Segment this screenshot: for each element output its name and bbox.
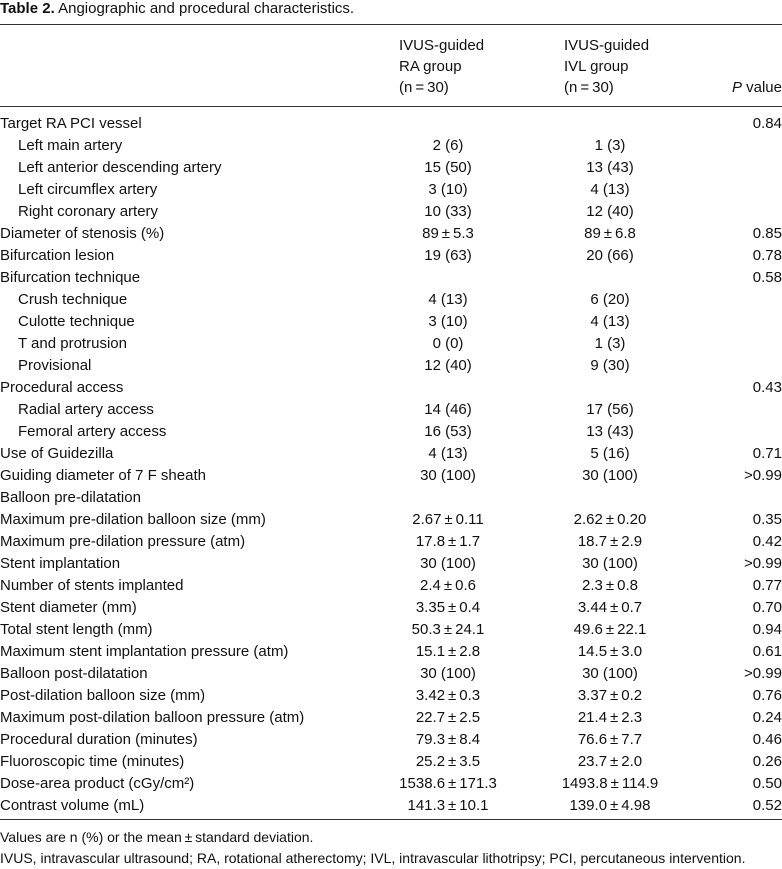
row-label: Left circumflex artery	[18, 181, 158, 198]
header-ra-group	[399, 35, 484, 98]
p-value: 0.76	[752, 687, 782, 704]
p-value: 0.70	[752, 599, 782, 616]
row-label: Balloon pre-dilatation	[0, 489, 141, 506]
table-row	[0, 333, 782, 355]
p-value: 0.52	[752, 797, 782, 814]
row-label: Culotte technique	[18, 313, 135, 330]
header-p-value	[690, 77, 782, 98]
table-row	[0, 685, 782, 707]
row-label: Provisional	[18, 357, 92, 374]
p-value	[688, 201, 782, 223]
ivl-group-value: 3.37 ± 0.2	[577, 687, 643, 704]
row-label: Target RA PCI vessel	[0, 115, 142, 132]
ivl-group-value: 89 ± 6.8	[584, 225, 636, 242]
header-ivl-line: IVL group	[564, 58, 629, 75]
ivl-group-value: 13 (43)	[586, 423, 634, 440]
row-label: Crush technique	[18, 291, 128, 308]
header-ivl-line: IVUS-guided	[564, 37, 650, 54]
ivl-group-value: 20 (66)	[586, 247, 634, 264]
header-ivl-line: (n = 30)	[564, 79, 614, 96]
p-value	[688, 311, 782, 333]
ra-group-value	[364, 487, 532, 509]
ivl-group-value	[532, 113, 688, 135]
p-value	[688, 179, 782, 201]
p-value: 0.94	[752, 621, 782, 638]
ivl-group-value: 6 (20)	[590, 291, 630, 308]
row-label: Radial artery access	[18, 401, 154, 418]
table-row	[0, 355, 782, 377]
p-value	[688, 135, 782, 157]
table-row	[0, 531, 782, 553]
header-ra-line: RA group	[399, 58, 462, 75]
ra-group-value	[364, 267, 532, 289]
footnote-values: Values are n (%) or the mean ± standard deviation.	[0, 829, 314, 845]
ivl-group-value: 2.62 ± 0.20	[573, 511, 647, 528]
table-number: Table 2.	[0, 0, 55, 17]
bottom-rule	[0, 819, 782, 820]
header-ra-line: (n = 30)	[399, 79, 449, 96]
header-ivl-group	[564, 35, 649, 98]
row-label: Balloon post-dilatation	[0, 665, 148, 682]
table-row	[0, 773, 782, 795]
ra-group-value: 1538.6 ± 171.3	[399, 775, 497, 792]
table-row	[0, 487, 782, 509]
table-row	[0, 597, 782, 619]
row-label: Post-dilation balloon size (mm)	[0, 687, 206, 704]
table-row	[0, 443, 782, 465]
ra-group-value: 2.4 ± 0.6	[420, 577, 476, 594]
table-row	[0, 465, 782, 487]
row-label: Bifurcation technique	[0, 269, 141, 286]
p-value: 0.58	[752, 269, 782, 286]
row-label: Left main artery	[18, 137, 123, 154]
ivl-group-value: 1 (3)	[594, 335, 626, 352]
ra-group-value: 15 (50)	[424, 159, 472, 176]
row-label: Number of stents implanted	[0, 577, 184, 594]
row-label: Use of Guidezilla	[0, 445, 114, 462]
p-value: 0.24	[752, 709, 782, 726]
row-label: Maximum post-dilation balloon pressure (atm)	[0, 709, 305, 726]
ivl-group-value	[532, 377, 688, 399]
ivl-group-value: 30 (100)	[582, 665, 638, 682]
p-value: 0.71	[752, 445, 782, 462]
table-caption	[0, 0, 782, 22]
characteristics-table	[0, 113, 782, 817]
row-label: Diameter of stenosis (%)	[0, 225, 165, 242]
table-row	[0, 751, 782, 773]
table-row	[0, 575, 782, 597]
table-row	[0, 399, 782, 421]
row-label: Dose-area product (cGy/cm²)	[0, 775, 195, 792]
table-row	[0, 729, 782, 751]
row-label: Maximum stent implantation pressure (atm)	[0, 643, 289, 660]
ivl-group-value: 49.6 ± 22.1	[573, 621, 647, 638]
table-row	[0, 223, 782, 245]
row-label: Right coronary artery	[18, 203, 159, 220]
table-body	[0, 113, 782, 817]
table-row	[0, 377, 782, 399]
p-value: 0.78	[752, 247, 782, 264]
row-label: Fluoroscopic time (minutes)	[0, 753, 185, 770]
ra-group-value: 2 (6)	[432, 137, 464, 154]
ivl-group-value: 5 (16)	[590, 445, 630, 462]
ra-group-value: 0 (0)	[432, 335, 464, 352]
ivl-group-value: 17 (56)	[586, 401, 634, 418]
ra-group-value: 15.1 ± 2.8	[415, 643, 481, 660]
ivl-group-value: 30 (100)	[582, 467, 638, 484]
ivl-group-value: 139.0 ± 4.98	[569, 797, 651, 814]
table-row	[0, 201, 782, 223]
ra-group-value: 4 (13)	[428, 291, 468, 308]
p-value	[688, 399, 782, 421]
ra-group-value: 4 (13)	[428, 445, 468, 462]
ivl-group-value: 12 (40)	[586, 203, 634, 220]
ra-group-value: 3.42 ± 0.3	[415, 687, 481, 704]
p-value: 0.50	[752, 775, 782, 792]
ra-group-value: 3.35 ± 0.4	[415, 599, 481, 616]
table-row	[0, 267, 782, 289]
footnote-abbreviations: IVUS, intravascular ultrasound; RA, rotational atherectomy; IVL, intravascular lithotripsy; PCI, percutaneous intervention.	[0, 850, 746, 866]
ivl-group-value: 4 (13)	[590, 313, 630, 330]
ivl-group-value: 23.7 ± 2.0	[577, 753, 643, 770]
ra-group-value: 16 (53)	[424, 423, 472, 440]
ivl-group-value: 13 (43)	[586, 159, 634, 176]
ra-group-value: 2.67 ± 0.11	[412, 511, 484, 528]
p-value: 0.61	[752, 643, 782, 660]
table-row	[0, 663, 782, 685]
row-label: Maximum pre-dilation pressure (atm)	[0, 533, 246, 550]
ra-group-value: 14 (46)	[424, 401, 472, 418]
p-value	[688, 487, 782, 509]
p-value: 0.77	[752, 577, 782, 594]
table-row	[0, 157, 782, 179]
table-row	[0, 311, 782, 333]
row-label: Total stent length (mm)	[0, 621, 153, 638]
ivl-group-value: 9 (30)	[590, 357, 630, 374]
table-row	[0, 509, 782, 531]
p-value: 0.84	[752, 115, 782, 132]
p-value	[688, 289, 782, 311]
row-label: Maximum pre-dilation balloon size (mm)	[0, 511, 266, 528]
p-value: 0.85	[752, 225, 782, 242]
row-label: Procedural access	[0, 379, 124, 396]
p-value	[688, 157, 782, 179]
table-row	[0, 421, 782, 443]
ra-group-value: 3 (10)	[428, 313, 468, 330]
p-value: >0.99	[744, 467, 782, 484]
header-p-rest: value	[741, 79, 782, 96]
p-value: 0.46	[752, 731, 782, 748]
ra-group-value: 3 (10)	[428, 181, 468, 198]
ivl-group-value: 2.3 ± 0.8	[582, 577, 638, 594]
ivl-group-value: 1493.8 ± 114.9	[561, 775, 659, 792]
ivl-group-value: 4 (13)	[590, 181, 630, 198]
table-row	[0, 619, 782, 641]
table-row	[0, 707, 782, 729]
ra-group-value: 25.2 ± 3.5	[415, 753, 481, 770]
p-value: 0.42	[752, 533, 782, 550]
ivl-group-value: 14.5 ± 3.0	[577, 643, 643, 660]
ra-group-value: 30 (100)	[420, 467, 476, 484]
p-value: 0.43	[752, 379, 782, 396]
table-row	[0, 553, 782, 575]
p-value	[688, 421, 782, 443]
row-label: Stent diameter (mm)	[0, 599, 137, 616]
p-value: >0.99	[744, 555, 782, 572]
row-label: Contrast volume (mL)	[0, 797, 145, 814]
row-label: Procedural duration (minutes)	[0, 731, 198, 748]
ra-group-value: 10 (33)	[424, 203, 472, 220]
table-row	[0, 641, 782, 663]
ivl-group-value: 30 (100)	[582, 555, 638, 572]
row-label: Left anterior descending artery	[18, 159, 222, 176]
row-label: Femoral artery access	[18, 423, 167, 440]
header-rule	[0, 106, 782, 107]
ra-group-value: 30 (100)	[420, 555, 476, 572]
p-value: >0.99	[744, 665, 782, 682]
row-label: Bifurcation lesion	[0, 247, 115, 264]
table-title: Angiographic and procedural characteristics.	[58, 0, 355, 17]
row-label: Stent implantation	[0, 555, 121, 572]
header-p-italic: P	[731, 79, 742, 96]
table-row	[0, 795, 782, 817]
ivl-group-value: 3.44 ± 0.7	[577, 599, 643, 616]
ivl-group-value: 1 (3)	[594, 137, 626, 154]
ivl-group-value: 21.4 ± 2.3	[577, 709, 643, 726]
ra-group-value: 89 ± 5.3	[422, 225, 474, 242]
header-ra-line: IVUS-guided	[399, 37, 485, 54]
p-value	[688, 355, 782, 377]
ra-group-value: 30 (100)	[420, 665, 476, 682]
top-rule	[0, 24, 782, 25]
ra-group-value	[364, 113, 532, 135]
table-row	[0, 245, 782, 267]
p-value: 0.35	[752, 511, 782, 528]
table-row	[0, 113, 782, 135]
table-row	[0, 179, 782, 201]
ivl-group-value	[532, 267, 688, 289]
ivl-group-value	[532, 487, 688, 509]
ra-group-value: 19 (63)	[424, 247, 472, 264]
table-row	[0, 289, 782, 311]
ra-group-value: 17.8 ± 1.7	[415, 533, 481, 550]
row-label: T and protrusion	[18, 335, 127, 352]
p-value: 0.26	[752, 753, 782, 770]
ra-group-value: 12 (40)	[424, 357, 472, 374]
ivl-group-value: 76.6 ± 7.7	[577, 731, 643, 748]
row-label: Guiding diameter of 7 F sheath	[0, 467, 206, 484]
ra-group-value	[364, 377, 532, 399]
ivl-group-value: 18.7 ± 2.9	[577, 533, 643, 550]
ra-group-value: 22.7 ± 2.5	[415, 709, 481, 726]
ra-group-value: 50.3 ± 24.1	[411, 621, 485, 638]
ra-group-value: 141.3 ± 10.1	[407, 797, 489, 814]
table-row	[0, 135, 782, 157]
ra-group-value: 79.3 ± 8.4	[415, 731, 481, 748]
p-value	[688, 333, 782, 355]
